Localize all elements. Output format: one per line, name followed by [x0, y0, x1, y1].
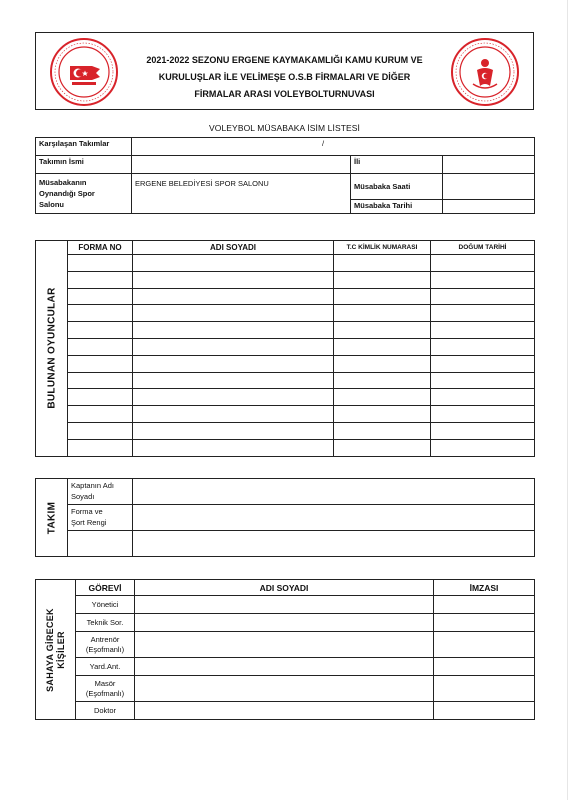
- cell[interactable]: [431, 271, 535, 288]
- kaptan-label: [68, 479, 133, 505]
- cell[interactable]: [68, 355, 133, 372]
- cell[interactable]: [68, 271, 133, 288]
- cell[interactable]: [334, 271, 431, 288]
- col-tc-kimlik: T.C KİMLİK NUMARASI: [334, 241, 431, 255]
- saat-field[interactable]: [443, 174, 535, 200]
- cell[interactable]: [434, 614, 535, 632]
- cell[interactable]: [133, 389, 334, 406]
- cell[interactable]: [334, 439, 431, 456]
- role-yonetici: Yönetici: [76, 596, 135, 614]
- title-line-2: KURULUŞLAR İLE VELİMEŞE O.S.B FİRMALARI VE DİĞER: [158, 72, 411, 82]
- ili-field[interactable]: [443, 156, 535, 174]
- title-line-3: FİRMALAR ARASI VOLEYBOLTURNUVASI: [194, 89, 375, 99]
- cell[interactable]: [133, 422, 334, 439]
- cell[interactable]: [431, 322, 535, 339]
- cell[interactable]: [334, 389, 431, 406]
- cell[interactable]: [431, 389, 535, 406]
- table-row: [36, 422, 535, 439]
- cell[interactable]: [133, 322, 334, 339]
- cell[interactable]: [434, 676, 535, 702]
- role-masor-line-2: (Eşofmanlı): [85, 688, 125, 698]
- role-antrenor-line-1: Antrenör: [90, 634, 120, 644]
- team-table: [35, 478, 535, 557]
- cell[interactable]: [135, 702, 434, 720]
- staff-section-label-line-1: SAHAYA GİRECEK: [44, 607, 55, 692]
- role-doktor: Doktor: [76, 702, 135, 720]
- cell[interactable]: [133, 271, 334, 288]
- cell[interactable]: [68, 439, 133, 456]
- title-line-1: 2021-2022 SEZONU ERGENE KAYMAKAMLIĞI KAMU KURUM VE: [146, 55, 423, 65]
- table-row: [36, 702, 535, 720]
- cell[interactable]: [135, 614, 434, 632]
- cell[interactable]: [334, 338, 431, 355]
- col-staff-adi-soyadi: ADI SOYADI: [135, 580, 434, 596]
- table-row: [36, 322, 535, 339]
- table-row: [36, 288, 535, 305]
- cell[interactable]: [334, 305, 431, 322]
- match-info-table: [35, 137, 535, 214]
- forma-label-line-2: Şort Rengi: [71, 518, 107, 527]
- cell[interactable]: [334, 288, 431, 305]
- cell[interactable]: [334, 355, 431, 372]
- cell[interactable]: [431, 255, 535, 272]
- cell[interactable]: [68, 255, 133, 272]
- cell[interactable]: [68, 322, 133, 339]
- salon-label-line-1: Müsabakanın: [39, 178, 87, 187]
- cell[interactable]: [133, 355, 334, 372]
- cell[interactable]: [431, 439, 535, 456]
- players-section-label: BULUNAN OYUNCULAR: [46, 287, 57, 409]
- cell[interactable]: [68, 389, 133, 406]
- cell[interactable]: [431, 406, 535, 423]
- cell[interactable]: [133, 305, 334, 322]
- cell[interactable]: [135, 658, 434, 676]
- kaptan-field[interactable]: [133, 479, 535, 505]
- kaymakamlik-seal-icon: [48, 36, 120, 108]
- team-empty-field[interactable]: [133, 531, 535, 557]
- role-masor-line-1: Masör: [94, 678, 116, 688]
- col-adi-soyadi: ADI SOYADI: [133, 241, 334, 255]
- cell[interactable]: [68, 305, 133, 322]
- salon-label-line-3: Salonu: [39, 200, 65, 209]
- list-title: VOLEYBOL MÜSABAKA İSİM LİSTESİ: [208, 123, 360, 133]
- players-section-label-cell: [36, 241, 68, 457]
- cell[interactable]: [133, 372, 334, 389]
- role-antrenor: [76, 632, 135, 658]
- tarih-field[interactable]: [443, 200, 535, 214]
- cell[interactable]: [68, 338, 133, 355]
- cell[interactable]: [133, 406, 334, 423]
- cell[interactable]: [431, 338, 535, 355]
- kaptan-label-line-2: Soyadı: [71, 492, 95, 501]
- document-title: [132, 52, 437, 103]
- staff-section-label: [45, 608, 67, 692]
- cell[interactable]: [431, 372, 535, 389]
- cell[interactable]: [334, 255, 431, 272]
- saat-label: Müsabaka Saati: [351, 174, 443, 200]
- role-yard-ant: Yard.Ant.: [76, 658, 135, 676]
- table-row: [36, 355, 535, 372]
- cell[interactable]: [68, 288, 133, 305]
- table-row: [36, 614, 535, 632]
- col-gorevi: GÖREVİ: [76, 580, 135, 596]
- cell[interactable]: [434, 658, 535, 676]
- cell[interactable]: [135, 632, 434, 658]
- forma-label: [68, 505, 133, 531]
- role-masor: [76, 676, 135, 702]
- table-row: [36, 338, 535, 355]
- cell[interactable]: [431, 355, 535, 372]
- staff-table: [35, 579, 535, 720]
- takim-ismi-label: Takımın İsmi: [36, 156, 132, 174]
- table-row: [36, 255, 535, 272]
- table-row: [36, 439, 535, 456]
- ili-label: İli: [351, 156, 443, 174]
- cell[interactable]: [431, 305, 535, 322]
- staff-section-label-line-2: KİŞİLER: [55, 630, 66, 669]
- takim-ismi-field[interactable]: [132, 156, 351, 174]
- karsilasan-label: Karşılaşan Takımlar: [36, 138, 132, 156]
- cell[interactable]: [434, 596, 535, 614]
- table-row: [36, 372, 535, 389]
- cell[interactable]: [434, 702, 535, 720]
- team-section-label: TAKIM: [46, 501, 57, 534]
- karsilasan-value[interactable]: /: [132, 138, 535, 156]
- genclik-spor-seal-icon: [449, 36, 521, 108]
- table-row: [36, 676, 535, 702]
- cell[interactable]: [334, 372, 431, 389]
- table-row: [36, 305, 535, 322]
- col-forma-no: FORMA NO: [68, 241, 133, 255]
- document-header: [35, 32, 534, 110]
- cell[interactable]: [135, 676, 434, 702]
- cell[interactable]: [133, 439, 334, 456]
- col-imzasi: İMZASI: [434, 580, 535, 596]
- table-row: [36, 389, 535, 406]
- team-empty-label: [68, 531, 133, 557]
- forma-field[interactable]: [133, 505, 535, 531]
- staff-section-label-cell: [36, 580, 76, 720]
- cell[interactable]: [431, 422, 535, 439]
- table-row: [36, 596, 535, 614]
- table-row: [36, 632, 535, 658]
- cell[interactable]: [434, 632, 535, 658]
- salon-label-line-2: Oynandığı Spor: [39, 189, 95, 198]
- cell[interactable]: [133, 288, 334, 305]
- players-table: [35, 240, 535, 457]
- cell[interactable]: [68, 372, 133, 389]
- team-section-label-cell: [36, 479, 68, 557]
- col-dogum-tarihi: DOĞUM TARİHİ: [431, 241, 535, 255]
- cell[interactable]: [135, 596, 434, 614]
- salon-value[interactable]: ERGENE BELEDİYESİ SPOR SALONU: [132, 174, 351, 214]
- role-teknik: Teknik Sor.: [76, 614, 135, 632]
- role-antrenor-line-2: (Eşofmanlı): [85, 644, 125, 654]
- cell[interactable]: [133, 338, 334, 355]
- kaptan-label-line-1: Kaptanın Adı: [71, 481, 114, 490]
- cell[interactable]: [334, 322, 431, 339]
- table-row: [36, 271, 535, 288]
- cell[interactable]: [68, 422, 133, 439]
- tarih-label: Müsabaka Tarihi: [351, 200, 443, 214]
- salon-label: [36, 174, 132, 214]
- forma-label-line-1: Forma ve: [71, 507, 103, 516]
- cell[interactable]: [334, 422, 431, 439]
- cell[interactable]: [431, 288, 535, 305]
- table-row: [36, 406, 535, 423]
- cell[interactable]: [133, 255, 334, 272]
- cell[interactable]: [68, 406, 133, 423]
- cell[interactable]: [334, 406, 431, 423]
- table-row: [36, 658, 535, 676]
